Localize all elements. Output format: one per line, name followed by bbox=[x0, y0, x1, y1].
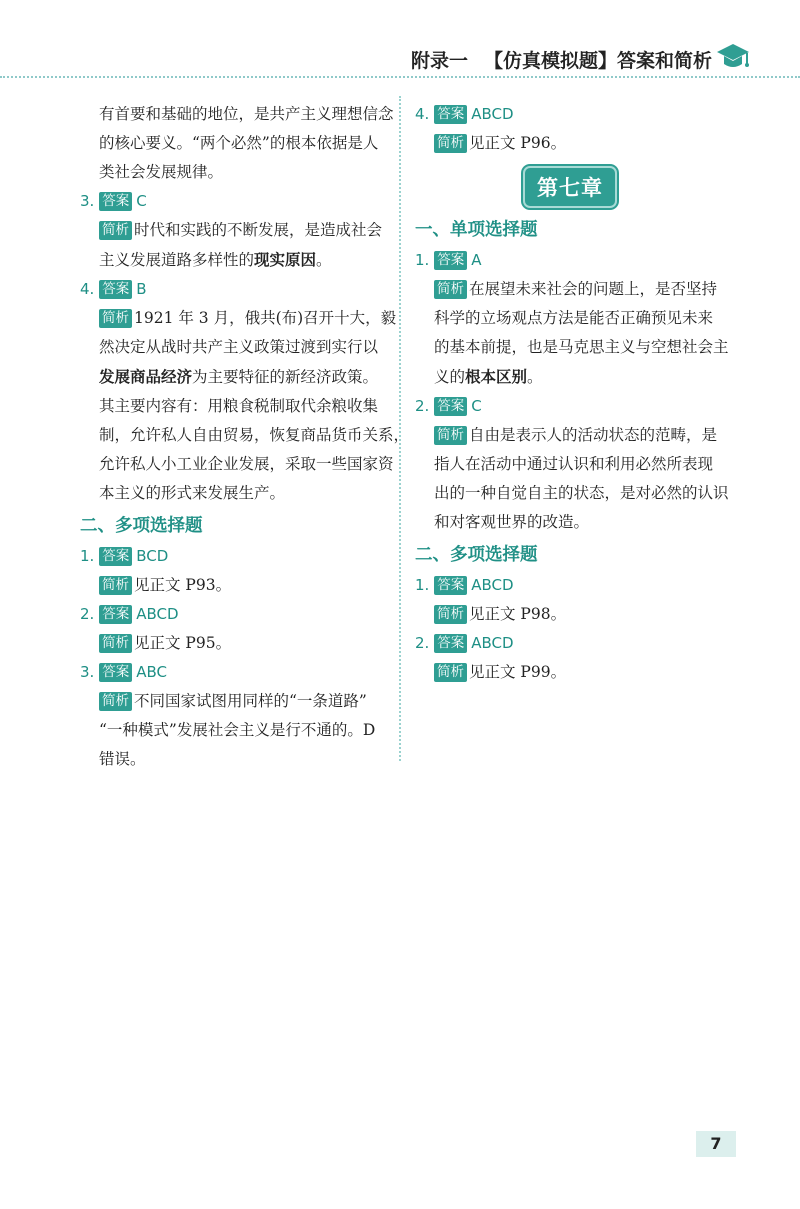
answer-line bbox=[80, 275, 382, 304]
text-line: 制，允许私人自由贸易，恢复商品货币关系， bbox=[99, 426, 410, 444]
text-line: 允许私人小工业企业发展，采取一些国家资 bbox=[99, 455, 394, 473]
answer-line bbox=[415, 571, 725, 600]
bold-term: 现实原因 bbox=[254, 250, 317, 269]
question-number: 3. bbox=[80, 192, 95, 210]
answer-value: ABCD bbox=[471, 105, 514, 123]
analysis-line bbox=[415, 421, 725, 450]
text-line: 错误。 bbox=[99, 750, 146, 768]
section-heading: 二、多项选择题 bbox=[415, 545, 538, 565]
text-line: 指人在活动中通过认识和利用必然所表现 bbox=[434, 455, 714, 473]
answer-value: ABCD bbox=[471, 576, 514, 594]
analysis-text: 1921 年 3 月，俄共(布)召开十大，毅 bbox=[134, 309, 397, 327]
chapter-heading-wrap bbox=[415, 166, 725, 208]
analysis-tag: 简析 bbox=[99, 221, 132, 240]
running-title bbox=[411, 46, 712, 73]
text-line: 有首要和基础的地位，是共产主义理想信念 bbox=[99, 105, 394, 123]
analysis-tag: 简析 bbox=[434, 605, 467, 624]
analysis-tag: 简析 bbox=[434, 134, 467, 153]
analysis-tag: 简析 bbox=[434, 426, 467, 445]
answer-tag: 答案 bbox=[434, 105, 467, 124]
analysis-line bbox=[415, 129, 725, 158]
analysis-text: 自由是表示人的活动状态的范畴，是 bbox=[469, 426, 718, 444]
answer-tag: 答案 bbox=[434, 576, 467, 595]
answer-value: C bbox=[136, 192, 147, 210]
appendix-label: 附录一 bbox=[410, 50, 468, 72]
analysis-text: 时代和实践的不断发展，是造成社会 bbox=[134, 221, 383, 239]
bold-term: 发展商品经济 bbox=[99, 367, 193, 386]
analysis-text: 见正文 P96。 bbox=[469, 134, 567, 152]
answer-line bbox=[415, 246, 725, 275]
analysis-text: 不同国家试图用同样的“一条道路” bbox=[134, 692, 367, 710]
analysis-line bbox=[80, 216, 382, 245]
answer-tag: 答案 bbox=[99, 663, 132, 682]
analysis-tag: 简析 bbox=[434, 663, 467, 682]
text-line: 的核心要义。“两个必然”的根本依据是人 bbox=[99, 134, 379, 152]
analysis-text: 见正文 P95。 bbox=[134, 634, 232, 652]
analysis-tag: 简析 bbox=[434, 280, 467, 299]
analysis-line bbox=[80, 687, 382, 716]
answer-tag: 答案 bbox=[434, 397, 467, 416]
graduation-cap-icon bbox=[716, 42, 750, 72]
text-segment: 主义发展道路多样性的 bbox=[99, 251, 255, 269]
answer-value: C bbox=[471, 397, 482, 415]
answer-line bbox=[415, 100, 725, 129]
analysis-line bbox=[415, 600, 725, 629]
section-heading: 一、单项选择题 bbox=[415, 220, 538, 240]
question-number: 2. bbox=[415, 397, 430, 415]
question-number: 4. bbox=[80, 280, 95, 298]
analysis-line bbox=[80, 304, 397, 333]
bold-term: 根本区别 bbox=[465, 367, 528, 386]
answer-tag: 答案 bbox=[434, 251, 467, 270]
analysis-text: 见正文 P99。 bbox=[469, 663, 567, 681]
text-segment: 为主要特征的新经济政策。 bbox=[192, 368, 379, 386]
question-number: 4. bbox=[415, 105, 430, 123]
section-title: 【仿真模拟题】答案和简析 bbox=[483, 50, 712, 72]
answer-tag: 答案 bbox=[99, 605, 132, 624]
text-line: 和对客观世界的改造。 bbox=[434, 513, 590, 531]
answer-value: ABCD bbox=[136, 605, 179, 623]
answer-value: BCD bbox=[136, 547, 169, 565]
answer-line bbox=[80, 542, 382, 571]
text-line bbox=[415, 362, 725, 392]
question-number: 2. bbox=[415, 634, 430, 652]
page-header bbox=[0, 0, 800, 80]
question-number: 1. bbox=[80, 547, 95, 565]
left-column bbox=[80, 100, 410, 774]
answer-value: ABCD bbox=[471, 634, 514, 652]
section-heading: 二、多项选择题 bbox=[80, 516, 203, 536]
answer-value: B bbox=[136, 280, 147, 298]
text-line: 的基本前提，也是马克思主义与空想社会主 bbox=[434, 338, 729, 356]
analysis-text: 在展望未来社会的问题上，是否坚持 bbox=[469, 280, 718, 298]
answer-tag: 答案 bbox=[99, 192, 132, 211]
analysis-tag: 简析 bbox=[99, 692, 132, 711]
text-segment: 。 bbox=[527, 368, 543, 386]
text-line: “一种模式”发展社会主义是行不通的。D bbox=[99, 721, 376, 739]
text-line: 本主义的形式来发展生产。 bbox=[99, 484, 286, 502]
answer-tag: 答案 bbox=[434, 634, 467, 653]
answer-line bbox=[415, 629, 725, 658]
answer-line bbox=[415, 392, 725, 421]
answer-line bbox=[80, 187, 382, 216]
text-line: 然决定从战时共产主义政策过渡到实行以 bbox=[99, 338, 379, 356]
chapter-heading: 第七章 bbox=[523, 166, 617, 208]
analysis-line bbox=[80, 571, 382, 600]
analysis-line bbox=[80, 629, 382, 658]
analysis-text: 见正文 P93。 bbox=[134, 576, 232, 594]
analysis-tag: 简析 bbox=[99, 634, 132, 653]
question-number: 3. bbox=[80, 663, 95, 681]
right-column bbox=[415, 100, 729, 687]
text-line bbox=[80, 245, 382, 275]
text-segment: 。 bbox=[316, 251, 332, 269]
answer-value: ABC bbox=[136, 663, 168, 681]
page-number: 7 bbox=[710, 1134, 722, 1153]
analysis-tag: 简析 bbox=[99, 576, 132, 595]
answer-line bbox=[80, 600, 382, 629]
text-line: 科学的立场观点方法是能否正确预见未来 bbox=[434, 309, 714, 327]
header-divider bbox=[0, 76, 800, 78]
answer-value: A bbox=[471, 251, 482, 269]
answer-tag: 答案 bbox=[99, 280, 132, 299]
text-line bbox=[80, 362, 382, 392]
analysis-text: 见正文 P98。 bbox=[469, 605, 567, 623]
answer-tag: 答案 bbox=[99, 547, 132, 566]
question-number: 2. bbox=[80, 605, 95, 623]
question-number: 1. bbox=[415, 251, 430, 269]
analysis-line bbox=[415, 658, 725, 687]
text-line: 出的一种自觉自主的状态，是对必然的认识 bbox=[434, 484, 729, 502]
analysis-tag: 简析 bbox=[99, 309, 132, 328]
text-line: 类社会发展规律。 bbox=[99, 163, 224, 181]
text-line: 其主要内容有：用粮食税制取代余粮收集 bbox=[99, 397, 379, 415]
text-segment: 义的 bbox=[434, 368, 466, 386]
answer-line bbox=[80, 658, 382, 687]
analysis-line bbox=[415, 275, 725, 304]
question-number: 1. bbox=[415, 576, 430, 594]
